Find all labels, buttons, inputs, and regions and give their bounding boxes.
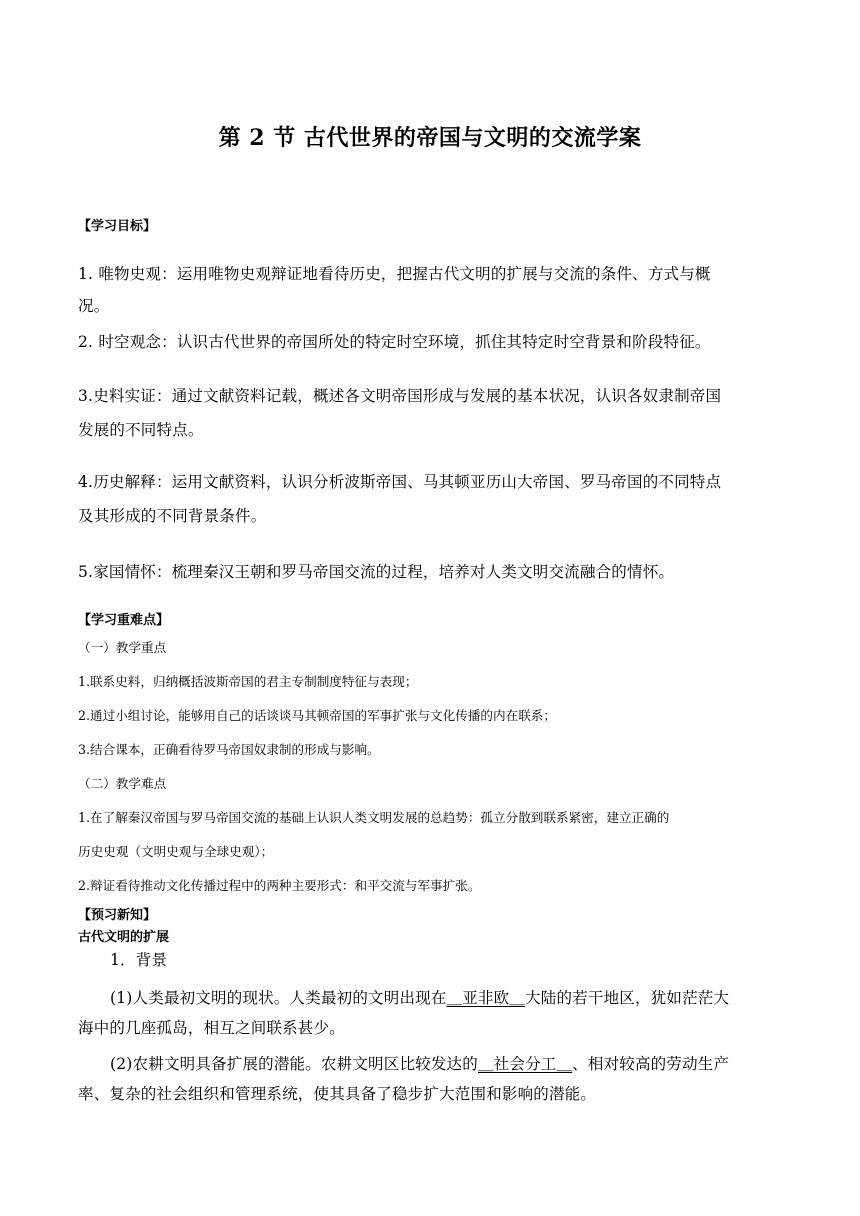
difficult-points-heading: （二）教学难点: [78, 776, 167, 791]
difficult-point-2: 2.辩证看待推动文化传播过程中的两种主要形式：和平交流与军事扩张。: [78, 878, 481, 893]
objective-3-line2: 发展的不同特点。: [78, 421, 204, 439]
objective-1-line2: 况。: [78, 297, 110, 315]
item-2-pre: (2)农耕文明具备扩展的潜能。农耕文明区比较发达的: [110, 1055, 478, 1073]
key-point-2: 2.通过小组讨论，能够用自己的话谈谈马其顿帝国的军事扩张与文化传播的内在联系；: [78, 708, 556, 723]
subtitle-ancient-civilization: 古代文明的扩展: [78, 930, 170, 945]
key-points-heading: （一）教学重点: [78, 640, 167, 655]
item-2-answer-blank: ＿社会分工＿: [477, 1055, 573, 1073]
key-point-1: 1.联系史料，归纳概括波斯帝国的君主专制制度特征与表现；: [78, 674, 418, 689]
item-1-post: 大陆的若干地区，犹如茫茫大: [525, 989, 730, 1007]
objective-4-line1: 4.历史解释：运用文献资料，认识分析波斯帝国、马其顿亚历山大帝国、罗马帝国的不同特点: [78, 473, 722, 491]
difficult-point-1-line1: 1.在了解秦汉帝国与罗马帝国交流的基础上认识人类文明发展的总趋势：孤立分散到联系紧密，建立正确的: [78, 810, 670, 825]
item-1-pre: (1)人类最初文明的现状。人类最初的文明出现在: [110, 989, 447, 1007]
item-1-answer-blank: ＿亚非欧＿: [446, 989, 526, 1007]
item-1-line2: 海中的几座孤岛，相互之间联系甚少。: [78, 1019, 345, 1037]
objective-5: 5.家国情怀：梳理秦汉王朝和罗马帝国交流的过程，培养对人类文明交流融合的情怀。: [78, 563, 675, 581]
key-point-3: 3.结合课本，正确看待罗马帝国奴隶制的形成与影响。: [78, 742, 380, 757]
item-2-line1: [110, 1052, 729, 1074]
section-heading-key-points: 【学习重难点】: [78, 613, 170, 628]
item-1-line1: [110, 986, 729, 1008]
objective-4-line2: 及其形成的不同背景条件。: [78, 507, 267, 525]
item-2-post: 、相对较高的劳动生产: [572, 1055, 730, 1073]
background-heading: 1．背景: [110, 951, 168, 969]
section-heading-objectives: 【学习目标】: [78, 219, 157, 234]
objective-2: 2. 时空观念：认识古代世界的帝国所处的特定时空环境，抓住其特定时空背景和阶段特征。: [78, 333, 711, 351]
difficult-point-1-line2: 历史史观（文明史观与全球史观）；: [78, 844, 274, 859]
objective-1-line1: 1. 唯物史观：运用唯物史观辩证地看待历史，把握古代文明的扩展与交流的条件、方式与概: [78, 265, 711, 283]
objective-3-line1: 3.史料实证：通过文献资料记载，概述各文明帝国形成与发展的基本状况，认识各奴隶制帝国: [78, 387, 722, 405]
section-heading-preview: 【预习新知】: [78, 908, 157, 923]
item-2-line2: 率、复杂的社会组织和管理系统，使其具备了稳步扩大范围和影响的潜能。: [78, 1085, 597, 1103]
page-title: 第 2 节 古代世界的帝国与文明的交流学案: [218, 125, 642, 151]
